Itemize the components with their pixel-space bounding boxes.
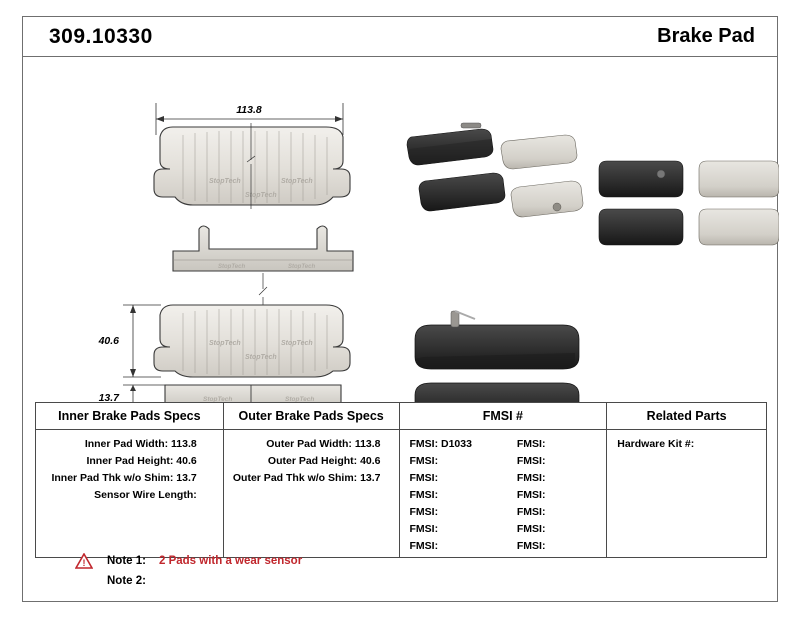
photo-pad-set-flat (599, 161, 779, 245)
fmsi-entry: FMSI: (516, 489, 546, 501)
pad-logo-watermark: StopTech (209, 178, 241, 185)
pad-logo-watermark: StopTech (245, 192, 277, 199)
fmsi-entry: FMSI: (516, 540, 546, 552)
fmsi-entry: FMSI: (409, 523, 439, 535)
inner-specs-cell (36, 430, 224, 557)
column-header-related-parts: Related Parts (646, 409, 727, 423)
dim-height-label: 40.6 (98, 335, 119, 347)
fmsi-entry: FMSI: (516, 523, 546, 535)
fmsi-entry: FMSI: D1033 (409, 438, 472, 450)
fmsi-entry: FMSI: (516, 455, 546, 467)
photo-pad-plain (415, 383, 579, 402)
fmsi-entry: FMSI: (516, 438, 546, 450)
fmsi-column-right (503, 438, 606, 557)
outer-pad-width: Outer Pad Width: 113.8 (266, 438, 381, 450)
pad-backing-plate-view (165, 385, 341, 402)
related-parts-cell (607, 430, 766, 557)
pad-logo-watermark: StopTech (288, 264, 316, 270)
pad-logo-watermark: StopTech (245, 354, 277, 361)
part-number: 309.10330 (49, 25, 153, 48)
note-1-text: 2 Pads with a wear sensor (159, 555, 303, 567)
fmsi-entry: FMSI: (516, 472, 546, 484)
technical-drawing (23, 57, 779, 402)
pad-logo-watermark: StopTech (281, 178, 313, 185)
fmsi-entry: FMSI: (409, 540, 439, 552)
inner-pad-height: Inner Pad Height: 40.6 (86, 455, 197, 467)
drawing-area (23, 57, 777, 402)
photo-pad-set-angled (407, 123, 583, 217)
svg-text:!: ! (82, 558, 86, 568)
column-header-inner-specs: Inner Brake Pads Specs (36, 403, 224, 429)
outer-pad-thickness: Outer Pad Thk w/o Shim: 13.7 (232, 472, 381, 484)
pad-logo-watermark: StopTech (203, 396, 233, 402)
sensor-wire-length: Sensor Wire Length: (94, 489, 197, 501)
sheet-header (23, 17, 777, 57)
spec-table-body (36, 430, 766, 557)
hardware-kit-number: Hardware Kit #: (617, 438, 695, 450)
spec-table (35, 402, 767, 558)
wear-sensor-icon (451, 311, 459, 327)
warning-icon (71, 553, 97, 569)
fmsi-entry: FMSI: (409, 472, 439, 484)
pad-edge-view (173, 226, 353, 307)
page-title: Brake Pad (657, 25, 755, 47)
notes-section (35, 553, 535, 593)
photo-pad-with-sensor (415, 311, 579, 369)
dimension-thickness (123, 385, 166, 402)
pad-logo-watermark: StopTech (285, 396, 315, 402)
pad-logo-watermark: StopTech (209, 340, 241, 347)
dim-thickness-label: 13.7 (98, 392, 119, 402)
pad-front-view (154, 123, 350, 209)
fmsi-entry: FMSI: (409, 455, 439, 467)
pad-logo-watermark: StopTech (218, 264, 246, 270)
fmsi-entry: FMSI: (409, 506, 439, 518)
outer-pad-height: Outer Pad Height: 40.6 (267, 455, 381, 467)
pad-logo-watermark: StopTech (281, 340, 313, 347)
fmsi-column-left (400, 438, 503, 557)
note-1-row (35, 553, 535, 569)
note-1-label: Note 1: (107, 555, 146, 567)
fmsi-entry: FMSI: (516, 506, 546, 518)
inner-pad-thickness: Inner Pad Thk w/o Shim: 13.7 (51, 472, 197, 484)
spec-sheet (22, 16, 778, 602)
inner-pad-width: Inner Pad Width: 113.8 (84, 438, 197, 450)
note-2-label: Note 2: (107, 575, 146, 587)
fmsi-cell (400, 430, 608, 557)
pad-rear-view (154, 305, 350, 377)
column-header-fmsi: FMSI # (400, 403, 608, 429)
spec-table-header-row (36, 403, 766, 430)
outer-specs-cell (224, 430, 400, 557)
fmsi-entry: FMSI: (409, 489, 439, 501)
column-header-outer-specs: Outer Brake Pads Specs (224, 403, 400, 429)
dim-width-label: 113.8 (236, 104, 262, 116)
note-2-row (35, 575, 535, 587)
